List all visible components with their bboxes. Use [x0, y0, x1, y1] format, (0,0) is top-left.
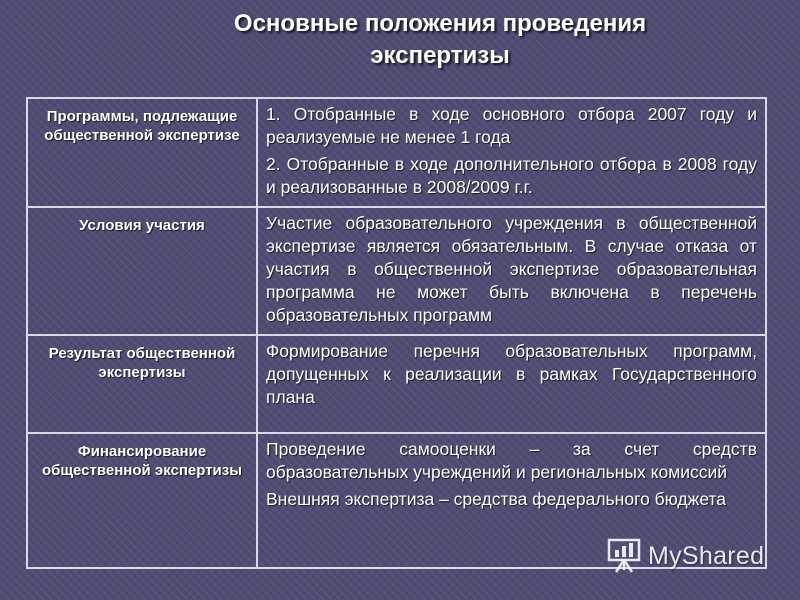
row-label-result: Результат общественной экспертизы	[27, 335, 257, 433]
paragraph: Проведение самооценки – за счет средств образовательных учреждений и региональных комиссий	[266, 439, 757, 482]
table-row	[27, 335, 766, 433]
row-content-conditions	[257, 207, 766, 335]
row-content-result	[257, 335, 766, 433]
presentation-board-icon	[606, 537, 642, 575]
page-title	[160, 8, 720, 72]
page-title-line-1: Основные положения проведения	[233, 10, 647, 37]
paragraph: 2. Отобранные в ходе дополнительного отбора в 2008 году и реализованные в 2008/2009 г.г.	[266, 154, 757, 197]
watermark-text: MyShared	[648, 541, 765, 570]
row-label-programs: Программы, подлежащие общественной экспертизе	[27, 98, 257, 207]
paragraph: Внешняя экспертиза – средства федерального бюджета	[266, 489, 727, 509]
watermark	[606, 536, 764, 576]
provisions-table	[26, 97, 767, 569]
paragraph: Участие образовательного учреждения в общественной экспертизе является обязательным. В случае отказа от участия в общественной экспертизе образовательная программа не может быть включена в перечень образовательных программ	[266, 213, 757, 325]
row-content-programs	[257, 98, 766, 207]
paragraph: Формирование перечня образовательных программ, допущенных к реализации в рамках Государственного плана	[266, 341, 757, 407]
table-row	[27, 207, 766, 335]
table-row	[27, 98, 766, 207]
row-label-financing: Финансирование общественной экспертизы	[27, 433, 257, 568]
page-title-line-2: экспертизы	[370, 42, 510, 69]
paragraph: 1. Отобранные в ходе основного отбора 2007 году и реализуемые не менее 1 года	[266, 104, 757, 147]
row-label-conditions: Условия участия	[27, 207, 257, 335]
